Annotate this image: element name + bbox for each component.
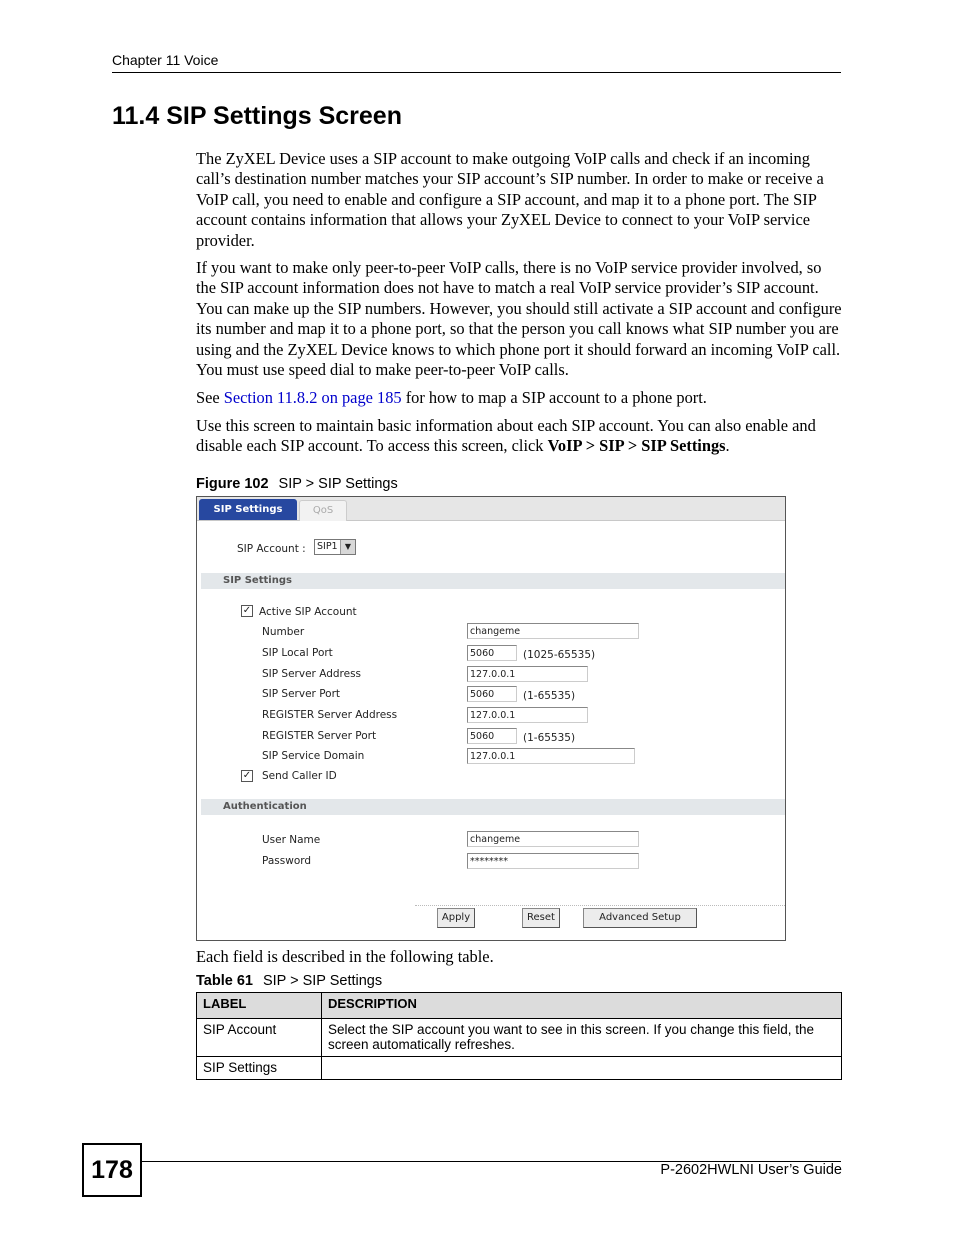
sip-account-select[interactable] <box>314 539 356 555</box>
chevron-down-icon[interactable]: ▼ <box>340 540 355 554</box>
user-name-field[interactable]: changeme <box>467 831 639 847</box>
row-description <box>322 1057 842 1080</box>
user-name-label: User Name <box>262 834 321 846</box>
password-label: Password <box>262 855 312 867</box>
table-caption <box>196 973 382 989</box>
password-field[interactable]: ******** <box>467 853 639 869</box>
sip-local-port-label: SIP Local Port <box>262 647 333 659</box>
field-description-table <box>196 992 842 1080</box>
register-server-port-field[interactable]: 5060 <box>467 728 517 744</box>
band-sip-label: SIP Settings <box>223 575 292 586</box>
row-label: SIP Settings <box>197 1057 322 1080</box>
row-label: SIP Account <box>197 1019 322 1057</box>
section-band-auth <box>201 799 785 815</box>
send-caller-id-label: Send Caller ID <box>262 770 337 782</box>
reset-button[interactable]: Reset <box>522 908 560 928</box>
section-link[interactable]: Section 11.8.2 on page 185 <box>223 388 402 407</box>
figure-title: SIP > SIP Settings <box>278 476 398 492</box>
sip-account-label: SIP Account : <box>237 543 306 555</box>
apply-button[interactable]: Apply <box>437 908 475 928</box>
number-label: Number <box>262 626 305 638</box>
header-description: DESCRIPTION <box>322 993 842 1019</box>
register-server-address-label: REGISTER Server Address <box>262 709 398 721</box>
figure-caption <box>196 476 398 492</box>
access-text-tail: . <box>725 436 730 456</box>
section-band-sip <box>201 573 785 589</box>
tab-qos[interactable]: QoS <box>299 500 347 521</box>
header-rule <box>112 72 841 73</box>
section-title: 11.4 SIP Settings Screen <box>112 102 402 130</box>
access-text: Use this screen to maintain basic information about each SIP account. You can also enable and disable each SIP account. To access this screen, click <box>196 416 816 456</box>
sip-local-port-range: (1025-65535) <box>523 649 596 661</box>
register-server-address-field[interactable]: 127.0.0.1 <box>467 707 588 723</box>
tab-bar <box>197 497 785 521</box>
register-server-port-range: (1-65535) <box>523 732 576 744</box>
table-row <box>197 1057 842 1080</box>
table-label: Table 61 <box>196 973 253 989</box>
send-caller-id-checkbox[interactable]: ✓ <box>242 770 252 781</box>
number-field[interactable]: changeme <box>467 623 639 639</box>
active-sip-account-checkbox[interactable]: ✓ <box>242 605 252 616</box>
sip-account-value: SIP1 <box>317 541 338 552</box>
advanced-setup-button[interactable]: Advanced Setup <box>583 908 697 928</box>
sip-server-port-label: SIP Server Port <box>262 688 341 700</box>
sip-server-address-label: SIP Server Address <box>262 668 362 680</box>
band-auth-label: Authentication <box>223 801 307 812</box>
sip-service-domain-label: SIP Service Domain <box>262 750 365 762</box>
table-header-row <box>197 993 842 1019</box>
page-number: 178 <box>82 1143 142 1197</box>
sip-settings-screenshot <box>196 496 786 941</box>
sip-server-address-field[interactable]: 127.0.0.1 <box>467 666 588 682</box>
see-text-tail: for how to map a SIP account to a phone port. <box>401 388 707 407</box>
button-row-divider <box>415 905 785 906</box>
figure-label: Figure 102 <box>196 476 269 492</box>
sip-server-port-field[interactable]: 5060 <box>467 686 517 702</box>
paragraph-see-section <box>196 388 842 408</box>
paragraph-table-intro: Each field is described in the following table. <box>196 947 494 966</box>
menu-path: VoIP > SIP > SIP Settings <box>547 436 726 456</box>
running-header: Chapter 11 Voice <box>112 52 219 68</box>
paragraph-intro: The ZyXEL Device uses a SIP account to make outgoing VoIP calls and check if an incoming call’s destination number matches your SIP account’s SIP number. In order to make or receive a VoIP call, you need to enable and configure a SIP account, and map it to a phone port. The SIP account contains information that allows your ZyXEL Device to connect to your VoIP service provider. <box>196 149 824 250</box>
register-server-port-label: REGISTER Server Port <box>262 730 377 742</box>
active-sip-account-label: Active SIP Account <box>259 606 357 618</box>
sip-local-port-field[interactable]: 5060 <box>467 645 517 661</box>
see-text: See <box>196 388 224 407</box>
guide-title: P-2602HWLNI User’s Guide <box>660 1162 842 1178</box>
paragraph-peer-to-peer: If you want to make only peer-to-peer VoIP calls, there is no VoIP service provider involved, so the SIP account information does not have to match a real VoIP service provider’s SIP account. You can make up the SIP numbers. However, you should still activate a SIP account and configure its number and map it to a phone port, so that the person you call knows what SIP number you are using and the ZyXEL Device knows to which phone port it should forward an incoming VoIP call. You must use speed dial to make peer-to-peer VoIP calls. <box>196 258 842 380</box>
table-row <box>197 1019 842 1057</box>
table-title: SIP > SIP Settings <box>262 973 383 989</box>
sip-server-port-range: (1-65535) <box>523 690 576 702</box>
paragraph-access <box>196 416 842 457</box>
tab-sip-settings[interactable]: SIP Settings <box>199 499 297 520</box>
row-description: Select the SIP account you want to see in this screen. If you change this field, the screen automatically refreshes. <box>322 1019 842 1057</box>
header-label: LABEL <box>197 993 322 1019</box>
sip-service-domain-field[interactable]: 127.0.0.1 <box>467 748 635 764</box>
